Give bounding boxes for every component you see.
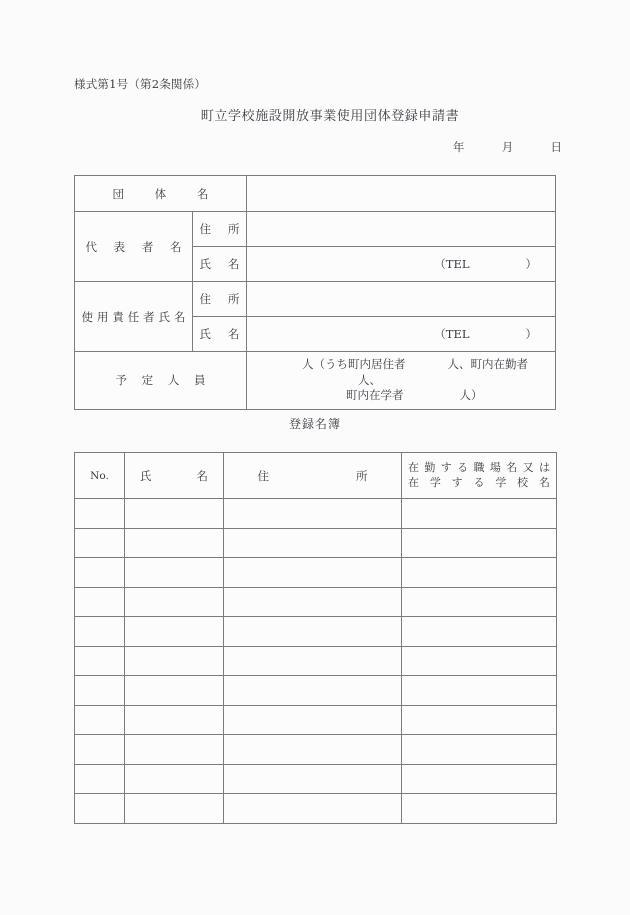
roster-cell-no[interactable] xyxy=(75,528,125,558)
roster-cell-no[interactable] xyxy=(75,558,125,588)
planned-members-breakdown[interactable] xyxy=(247,352,555,409)
roster-header-workplace-block xyxy=(402,461,556,490)
rep-name-label-text: 氏名 xyxy=(199,257,240,271)
date-line xyxy=(453,139,562,155)
roster-header-workplace xyxy=(402,453,557,499)
rep-tel-close: ） xyxy=(525,257,537,271)
planned-members-label-text: 予定人員 xyxy=(115,373,206,388)
rep-tel-field[interactable] xyxy=(247,256,555,272)
roster-cell-name[interactable] xyxy=(125,617,224,647)
roster-header-address xyxy=(224,453,402,499)
table-row-planned-members xyxy=(75,352,556,410)
roster-cell-workplace[interactable] xyxy=(402,764,557,794)
form-number: 様式第1号（第2条関係） xyxy=(74,77,207,91)
roster-cell-address[interactable] xyxy=(224,528,402,558)
roster-cell-no[interactable] xyxy=(75,794,125,824)
roster-cell-no[interactable] xyxy=(75,676,125,706)
table-row-rep-address xyxy=(75,212,556,247)
rep-name-label xyxy=(193,247,247,282)
roster-cell-address[interactable] xyxy=(224,735,402,765)
manager-tel-field[interactable] xyxy=(247,326,555,342)
roster-cell-no[interactable] xyxy=(75,499,125,529)
roster-cell-address[interactable] xyxy=(224,558,402,588)
roster-cell-address[interactable] xyxy=(224,617,402,647)
manager-tel-label: （TEL xyxy=(434,327,470,341)
date-month-label: 月 xyxy=(501,140,514,154)
manager-label-text: 使用責任者氏名 xyxy=(81,309,186,324)
planned-student-text: 町内在学者 xyxy=(346,388,404,403)
roster-cell-name[interactable] xyxy=(125,735,224,765)
roster-body xyxy=(75,499,557,824)
table-row xyxy=(75,558,557,588)
roster-cell-name[interactable] xyxy=(125,794,224,824)
roster-header-name xyxy=(125,453,224,499)
roster-cell-workplace[interactable] xyxy=(402,646,557,676)
roster-cell-address[interactable] xyxy=(224,764,402,794)
representative-label xyxy=(75,212,193,282)
planned-worker-text: 人、町内在勤者 xyxy=(447,357,528,371)
roster-header-address-text: 住所 xyxy=(257,468,368,483)
roster-cell-no[interactable] xyxy=(75,646,125,676)
roster-cell-workplace[interactable] xyxy=(402,676,557,706)
roster-cell-name[interactable] xyxy=(125,676,224,706)
table-row xyxy=(75,646,557,676)
roster-header-no: No. xyxy=(75,453,125,499)
table-row xyxy=(75,794,557,824)
roster-table xyxy=(74,452,557,824)
roster-cell-address[interactable] xyxy=(224,587,402,617)
roster-cell-no[interactable] xyxy=(75,735,125,765)
roster-header-workplace-line1: 在勤する職場名又は xyxy=(408,460,550,474)
rep-address-label-text: 住所 xyxy=(199,222,240,236)
roster-cell-address[interactable] xyxy=(224,646,402,676)
roster-cell-name[interactable] xyxy=(125,558,224,588)
manager-name-label xyxy=(193,317,247,352)
roster-cell-name[interactable] xyxy=(125,705,224,735)
planned-student-suffix: 人） xyxy=(459,388,483,403)
manager-address-label xyxy=(193,282,247,317)
rep-name-value[interactable] xyxy=(247,247,556,282)
roster-cell-name[interactable] xyxy=(125,764,224,794)
table-row xyxy=(75,528,557,558)
manager-tel-close: ） xyxy=(525,327,537,341)
planned-members-value[interactable] xyxy=(247,352,556,410)
roster-header-name-text: 氏名 xyxy=(140,468,208,483)
roster-cell-no[interactable] xyxy=(75,617,125,647)
manager-label xyxy=(75,282,193,352)
planned-total-text: 人（うち町内居住者 xyxy=(302,357,406,371)
manager-name-label-text: 氏名 xyxy=(199,327,240,341)
roster-cell-name[interactable] xyxy=(125,528,224,558)
group-name-label xyxy=(75,176,247,212)
roster-heading: 登録名簿 xyxy=(288,417,341,431)
roster-cell-no[interactable] xyxy=(75,764,125,794)
roster-header-workplace-line2: 在学する学校名 xyxy=(408,475,550,489)
roster-cell-address[interactable] xyxy=(224,705,402,735)
roster-cell-address[interactable] xyxy=(224,676,402,706)
roster-header-row xyxy=(75,453,557,499)
rep-tel-label: （TEL xyxy=(434,257,470,271)
manager-name-value[interactable] xyxy=(247,317,556,352)
roster-cell-no[interactable] xyxy=(75,587,125,617)
rep-address-label xyxy=(193,212,247,247)
roster-cell-workplace[interactable] xyxy=(402,794,557,824)
roster-cell-no[interactable] xyxy=(75,705,125,735)
group-name-value[interactable] xyxy=(247,176,556,212)
roster-cell-address[interactable] xyxy=(224,794,402,824)
roster-cell-workplace[interactable] xyxy=(402,558,557,588)
applicant-table xyxy=(74,175,556,410)
roster-cell-name[interactable] xyxy=(125,587,224,617)
table-row xyxy=(75,764,557,794)
planned-worker-suffix: 人、 xyxy=(358,372,381,387)
table-row xyxy=(75,676,557,706)
manager-address-label-text: 住所 xyxy=(199,292,240,306)
roster-cell-name[interactable] xyxy=(125,499,224,529)
date-day-label: 日 xyxy=(550,140,562,154)
roster-cell-workplace[interactable] xyxy=(402,617,557,647)
planned-members-label xyxy=(75,352,247,410)
table-row xyxy=(75,705,557,735)
roster-cell-workplace[interactable] xyxy=(402,735,557,765)
roster-cell-workplace[interactable] xyxy=(402,528,557,558)
roster-cell-workplace[interactable] xyxy=(402,499,557,529)
table-row xyxy=(75,499,557,529)
table-row xyxy=(75,735,557,765)
roster-cell-workplace[interactable] xyxy=(402,587,557,617)
table-row-group-name xyxy=(75,176,556,212)
table-row-manager-address xyxy=(75,282,556,317)
rep-address-value[interactable] xyxy=(247,212,556,247)
representative-label-text: 代表者名 xyxy=(85,239,182,254)
roster-cell-address[interactable] xyxy=(224,499,402,529)
table-row xyxy=(75,587,557,617)
manager-address-value[interactable] xyxy=(247,282,556,317)
roster-cell-name[interactable] xyxy=(125,646,224,676)
table-row xyxy=(75,617,557,647)
page-title: 町立学校施設開放事業使用団体登録申請書 xyxy=(200,109,460,124)
group-name-label-text: 団体名 xyxy=(112,186,209,201)
roster-cell-workplace[interactable] xyxy=(402,705,557,735)
date-year-label: 年 xyxy=(452,140,465,154)
